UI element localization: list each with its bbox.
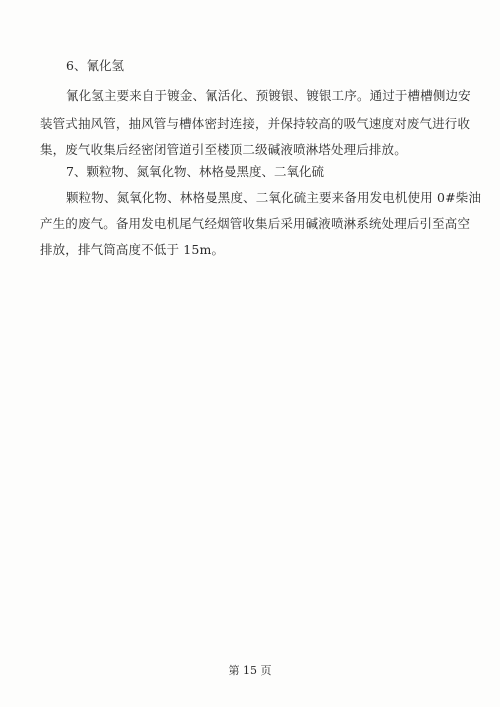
page-number: 第 15 页	[228, 664, 272, 677]
section-7-line-2: 产生的废气。备用发电机尾气经烟管收集后采用碱液喷淋系统处理后引至高空	[40, 216, 471, 231]
section-7-heading: 7、颗粒物、氮氧化物、林格曼黑度、二氧化硫	[66, 164, 324, 179]
section-6-line-1: 氰化氢主要来自于镀金、氰活化、预镀银、镀银工序。通过于槽槽侧边安	[66, 88, 471, 103]
section-6-heading: 6、氰化氢	[66, 58, 124, 73]
section-6-line-3: 集，废气收集后经密闭管道引至楼顶二级碱液喷淋塔处理后排放。	[40, 142, 407, 157]
section-6-line-2: 装管式抽风管，抽风管与槽体密封连接，并保持较高的吸气速度对废气进行收	[40, 116, 471, 131]
section-7-line-1: 颗粒物、氮氧化物、林格曼黑度、二氧化硫主要来备用发电机使用 0#柴油	[66, 190, 482, 205]
section-7-line-3: 排放，排气筒高度不低于 15m。	[40, 242, 225, 257]
